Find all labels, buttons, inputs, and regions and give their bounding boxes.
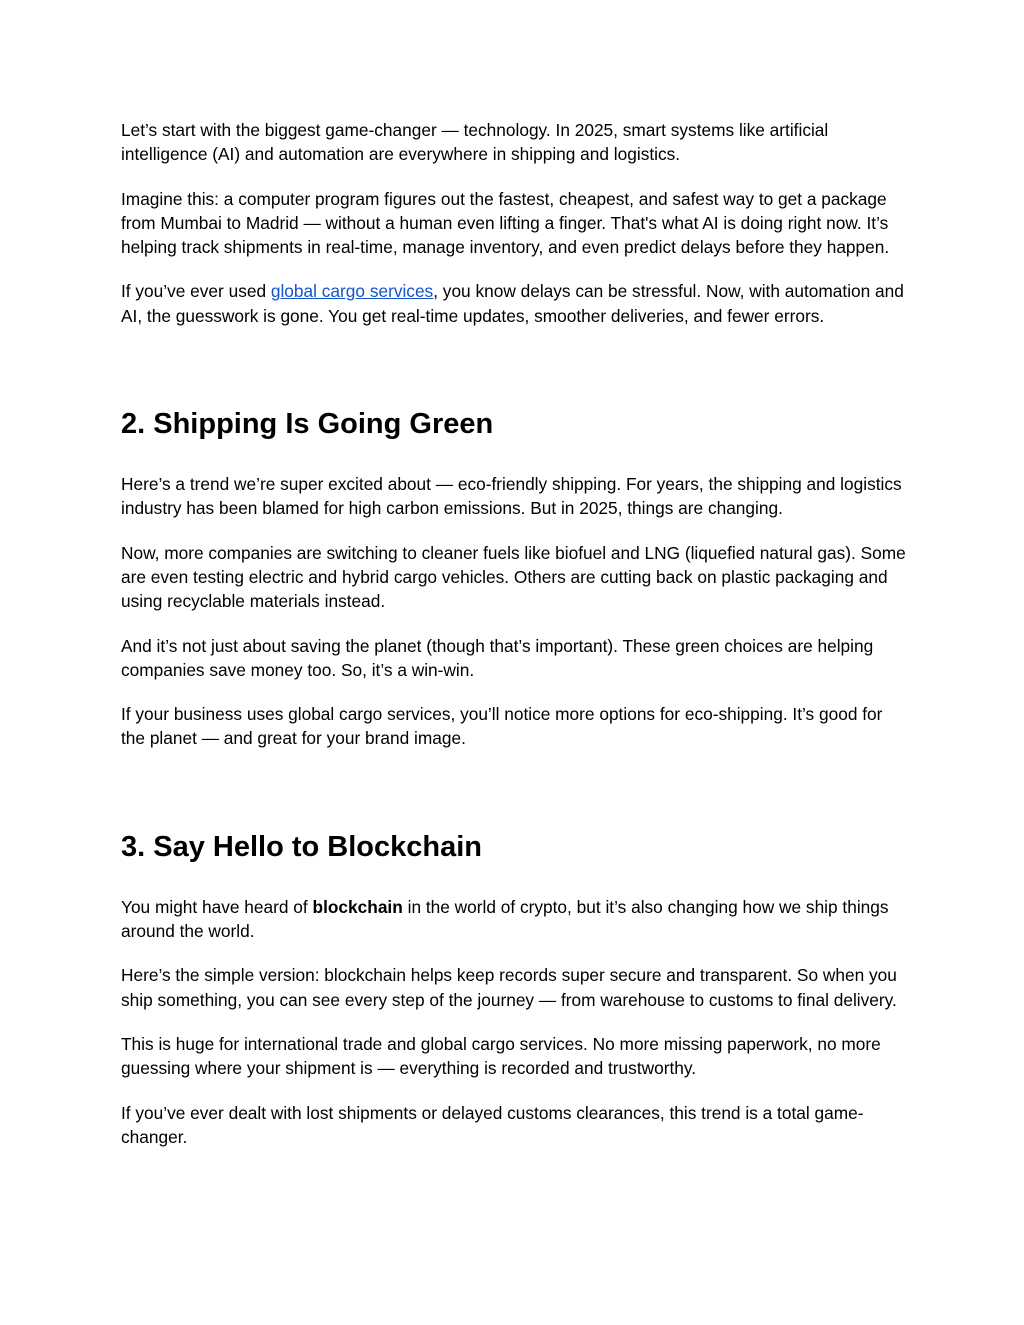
intro-paragraph-3 [121,279,911,328]
intro-paragraph-1: Let’s start with the biggest game-changer — technology. In 2025, smart systems like artificial intelligence (AI) and automation are everywhere in shipping and logistics. [121,120,829,165]
global-cargo-services-link[interactable]: global cargo services [270,281,434,302]
intro-paragraph-3-end: , you know delays can be stressful. Now, with automation and AI, the guesswork is gone. You get real-time updates, smoother deliveries, and fewer errors. [121,281,904,326]
section-2-heading: 2. Shipping Is Going Green [121,408,494,441]
section-3-paragraph-1-end: in the world of crypto, but it’s also changing how we ship things around the world. [121,896,889,942]
section-3-paragraph-4: If you’ve ever dealt with lost shipments or delayed customs clearances, this trend is a total game-changer. [121,1102,864,1147]
section-3-paragraph-3: This is huge for international trade and global cargo services. No more missing paperwork, no more guessing where your shipment is — everything is recorded and trustworthy. [121,1033,881,1079]
intro-paragraph-3-start: If you’ve ever used [121,281,271,302]
section-3-paragraph-1 [121,895,911,944]
section-2-paragraph-4: If your business uses global cargo services, you’ll notice more options for eco-shipping. It’s good for the planet — and great for your brand image. [121,704,883,749]
section-2-paragraph-1: Here’s a trend we’re super excited about — eco-friendly shipping. For years, the shipping and logistics industry has been blamed for high carbon emissions. But in 2025, things are changing. [121,474,902,519]
section-3-paragraph-2: Here’s the simple version: blockchain helps keep records super secure and transparent. So when you ship something, you can see every step of the journey — from warehouse to customs to final delivery. [121,965,897,1010]
blockchain-bold-term: blockchain [312,896,403,917]
section-2-paragraph-2: Now, more companies are switching to cleaner fuels like biofuel and LNG (liquefied natural gas). Some are even testing electric and hybrid cargo vehicles. Others are cutting back on plastic packaging and using recyclable materials instead. [121,542,906,612]
section-3-paragraph-1-start: You might have heard of [121,896,313,917]
intro-paragraph-2: Imagine this: a computer program figures out the fastest, cheapest, and safest way to get a package from Mumbai to Madrid — without a human even lifting a finger. That's what AI is doing right now. It’s helping track shipments in real-time, manage inventory, and even predict delays before they happen. [121,188,890,258]
section-2-paragraph-3: And it’s not just about saving the planet (though that’s important). These green choices are helping companies save money too. So, it’s a win-win. [121,635,874,680]
document-page [121,118,911,1149]
section-3-heading: 3. Say Hello to Blockchain [121,830,482,863]
